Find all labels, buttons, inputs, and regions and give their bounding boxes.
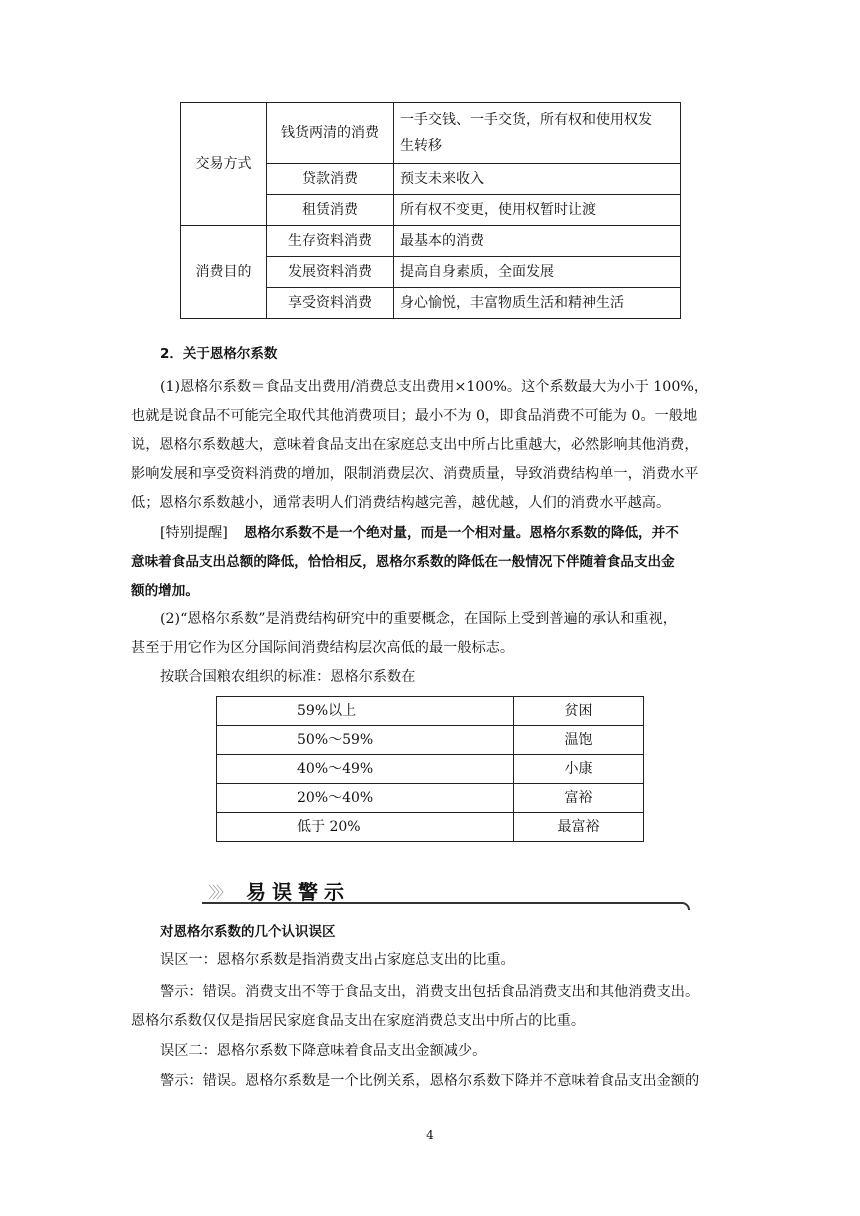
- paragraph-line: (1)恩格尔系数＝食品支出费用/消费总支出费用×100%。这个系数最大为小于 100%，: [160, 379, 709, 395]
- range-cell: 59%以上: [217, 697, 514, 726]
- category-cell: 消费目的: [181, 226, 267, 319]
- type-cell: 租赁消费: [267, 195, 394, 226]
- banner-rule: [202, 902, 690, 910]
- tip-line: 额的增加。: [131, 583, 199, 599]
- category-cell: 交易方式: [181, 103, 267, 226]
- consumption-type-table: [180, 102, 681, 319]
- table-row: [217, 726, 644, 755]
- table-row: [181, 226, 681, 257]
- mistake-line: 误区一：恩格尔系数是指消费支出占家庭总支出的比重。: [160, 952, 515, 968]
- range-cell: 50%～59%: [217, 726, 514, 755]
- tip-text: 恩格尔系数不是一个绝对量，而是一个相对量。恩格尔系数的降低，并不: [243, 525, 679, 541]
- range-cell: 40%～49%: [217, 755, 514, 784]
- warning-line: 恩格尔系数仅仅是指居民家庭食品支出在家庭消费总支出中所占的比重。: [131, 1013, 586, 1029]
- desc-cell: 所有权不变更，使用权暂时让渡: [394, 195, 681, 226]
- desc-cell: [394, 103, 681, 164]
- level-cell: 温饱: [514, 726, 644, 755]
- warning-line: 警示：错误。消费支出不等于食品支出，消费支出包括食品消费支出和其他消费支出。: [160, 984, 700, 1000]
- type-cell: 享受资料消费: [267, 288, 394, 319]
- type-cell: 发展资料消费: [267, 257, 394, 288]
- paragraph-line: 影响发展和享受资料消费的增加，限制消费层次、消费质量，导致消费结构单一，消费水平: [131, 466, 699, 482]
- table-row: [217, 813, 644, 842]
- level-cell: 小康: [514, 755, 644, 784]
- fao-intro: 按联合国粮农组织的标准：恩格尔系数在: [160, 669, 416, 685]
- section-banner: [200, 876, 690, 908]
- paragraph-line: 甚至于用它作为区分国际间消费结构层次高低的最一般标志。: [131, 640, 515, 656]
- desc-cell: 预支未来收入: [394, 164, 681, 195]
- desc-cell: 身心愉悦，丰富物质生活和精神生活: [394, 288, 681, 319]
- mistake-line: 误区二：恩格尔系数下降意味着食品支出金额减少。: [160, 1043, 487, 1059]
- section-heading: 2．关于恩格尔系数: [160, 346, 278, 362]
- mistakes-heading: 对恩格尔系数的几个认识误区: [160, 924, 336, 940]
- table-row: [217, 697, 644, 726]
- triple-chevron-icon: 〉〉〉: [208, 883, 229, 902]
- paragraph-line: 也就是说食品不可能完全取代其他消费项目；最小不为 0，即食品消费不可能为 0。一般地: [131, 408, 698, 424]
- table-row: [181, 103, 681, 164]
- level-cell: 富裕: [514, 784, 644, 813]
- level-cell: 最富裕: [514, 813, 644, 842]
- tip-label: [特别提醒]: [160, 525, 228, 541]
- table-row: [217, 755, 644, 784]
- desc-line: 一手交钱、一手交货，所有权和使用权发: [400, 112, 652, 128]
- tip-line: [160, 521, 679, 542]
- range-cell: 低于 20%: [217, 813, 514, 842]
- desc-cell: 最基本的消费: [394, 226, 681, 257]
- range-cell: 20%～40%: [217, 784, 514, 813]
- desc-cell: 提高自身素质，全面发展: [394, 257, 681, 288]
- paragraph-line: (2)“恩格尔系数”是消费结构研究中的重要概念，在国际上受到普遍的承认和重视，: [160, 611, 677, 627]
- desc-line: 生转移: [400, 138, 442, 154]
- type-cell: 钱货两清的消费: [267, 103, 394, 164]
- page-number: 4: [426, 1128, 434, 1142]
- paragraph-line: 低；恩格尔系数越小，通常表明人们消费结构越完善，越优越，人们的消费水平越高。: [131, 495, 671, 511]
- type-cell: 生存资料消费: [267, 226, 394, 257]
- tip-line: 意味着食品支出总额的降低，恰恰相反，恩格尔系数的降低在一般情况下伴随着食品支出金: [131, 554, 675, 570]
- banner-title: 易误警示: [246, 880, 350, 904]
- table-row: [217, 784, 644, 813]
- level-cell: 贫困: [514, 697, 644, 726]
- engel-standard-table: [216, 696, 644, 842]
- type-cell: 贷款消费: [267, 164, 394, 195]
- warning-line: 警示：错误。恩格尔系数是一个比例关系，恩格尔系数下降并不意味着食品支出金额的: [160, 1073, 700, 1089]
- paragraph-line: 说，恩格尔系数越大，意味着食品支出在家庭总支出中所占比重越大，必然影响其他消费，: [131, 437, 699, 453]
